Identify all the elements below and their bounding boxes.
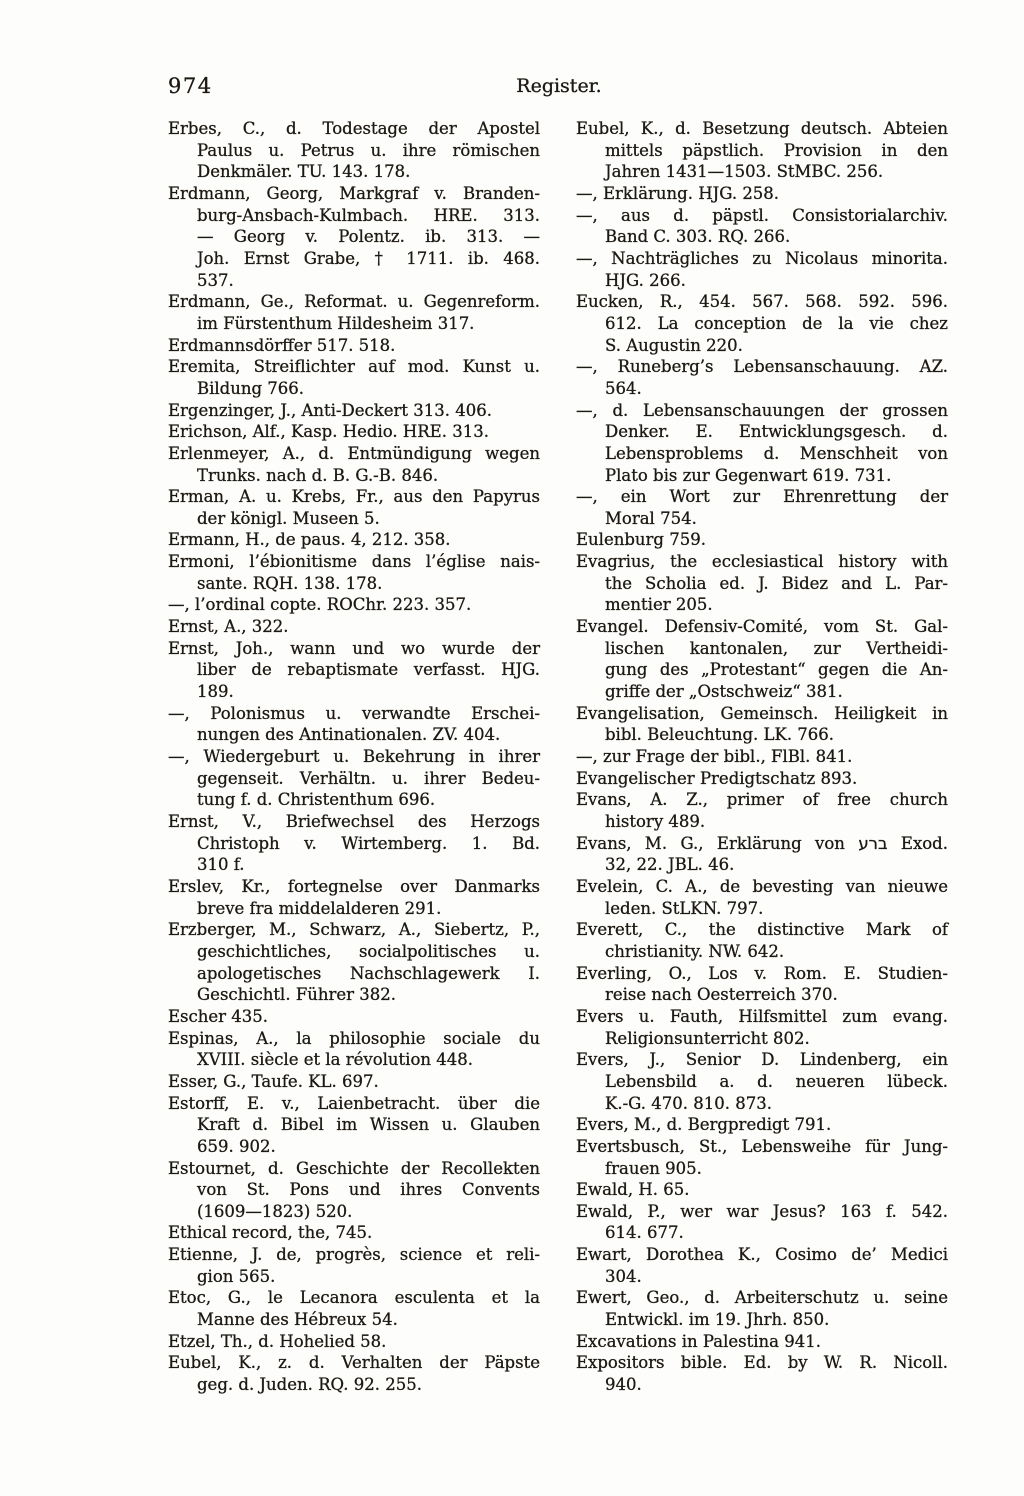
- index-entry-line: XVIII. siècle et la révolution 448.: [197, 1050, 474, 1070]
- index-entry-line: 614. 677.: [605, 1223, 684, 1243]
- index-entry-line: 32, 22. JBL. 46.: [605, 855, 735, 875]
- index-entry-line: Ewert, Geo., d. Arbeiterschutz u. seine: [576, 1288, 948, 1308]
- index-entry: [168, 183, 540, 291]
- index-entry: [168, 443, 540, 486]
- index-entry-line: geschichtliches, socialpolitisches u.: [197, 941, 540, 961]
- index-entry-line: griffe der „Ostschweiz“ 381.: [605, 682, 843, 702]
- index-entry-line: —, Nachträgliches zu Nicolaus minorita.: [576, 248, 948, 268]
- index-entry-line: Etienne, J. de, progrès, science et reli-: [168, 1245, 540, 1265]
- index-entry-line: Plato bis zur Gegenwart 619. 731.: [605, 465, 892, 485]
- index-entry-line: Ergenzinger, J., Anti-Deckert 313. 406.: [168, 400, 492, 420]
- index-entry: [576, 1287, 948, 1330]
- index-entry: [576, 1331, 948, 1353]
- index-entry-line: S. Augustin 220.: [605, 335, 743, 355]
- index-entry-line: Lebensproblems d. Menschheit von: [605, 443, 948, 463]
- index-entry-line: Erdmann, Georg, Markgraf v. Branden-: [168, 183, 540, 203]
- index-entry-line: Evangelischer Predigtschatz 893.: [576, 768, 858, 788]
- index-entry: [576, 876, 948, 919]
- index-entry: [168, 1028, 540, 1071]
- index-entry: [576, 963, 948, 1006]
- index-entry: [168, 1006, 540, 1028]
- index-entry-line: — Georg v. Polentz. ib. 313. —: [197, 227, 540, 247]
- index-entry-line: burg-Ansbach-Kulmbach. HRE. 313.: [197, 205, 540, 225]
- index-entry-line: —, aus d. päpstl. Consistorialarchiv.: [576, 205, 948, 225]
- index-entry: [168, 1158, 540, 1223]
- index-entry-line: Espinas, A., la philosophie sociale du: [168, 1028, 540, 1048]
- index-entry-line: Everling, O., Los v. Rom. E. Studien-: [576, 963, 948, 983]
- index-entry-line: Joh. Ernst Grabe, † 1711. ib. 468.: [197, 248, 540, 268]
- index-entry: [576, 118, 948, 183]
- index-entry-line: Evers u. Fauth, Hilfsmittel zum evang.: [576, 1006, 948, 1026]
- index-entry-line: gion 565.: [197, 1266, 276, 1286]
- index-entry-line: Erbes, C., d. Todestage der Apostel: [168, 119, 540, 138]
- index-entry-line: Erslev, Kr., fortegnelse over Danmarks: [168, 876, 540, 896]
- index-entry-line: lischen kantonalen, zur Vertheidi-: [605, 638, 948, 658]
- index-entry-line: Paulus u. Petrus u. ihre römischen: [197, 140, 540, 160]
- index-entry: [576, 703, 948, 746]
- index-entry-line: Everett, C., the distinctive Mark of: [576, 920, 948, 940]
- index-entry-line: liber de rebaptismate verfasst. HJG.: [197, 660, 540, 680]
- index-entry-line: —, Wiedergeburt u. Bekehrung in ihrer: [168, 747, 540, 767]
- index-entry: [168, 638, 540, 703]
- index-entry-line: Estorff, E. v., Laienbetracht. über die: [168, 1093, 540, 1113]
- index-entry-line: Excavations in Palestina 941.: [576, 1331, 821, 1351]
- index-entry-line: Eubel, K., d. Besetzung deutsch. Abteien: [576, 119, 948, 138]
- index-entry-line: im Fürstenthum Hildesheim 317.: [197, 313, 475, 333]
- index-entry: [576, 789, 948, 832]
- index-entry: [576, 1136, 948, 1179]
- index-entry: [168, 1352, 540, 1395]
- index-entry: [576, 768, 948, 790]
- index-entry-line: Esser, G., Taufe. KL. 697.: [168, 1071, 379, 1091]
- index-entry: [168, 1331, 540, 1353]
- index-entry-line: Ernst, A., 322.: [168, 617, 289, 637]
- index-entry: [168, 421, 540, 443]
- index-entry-line: 612. La conception de la vie chez: [605, 313, 948, 333]
- index-entry-line: sante. RQH. 138. 178.: [197, 573, 383, 593]
- index-entry-line: —, Erklärung. HJG. 258.: [576, 183, 780, 203]
- index-entry: [576, 1114, 948, 1136]
- page-number: 974: [168, 74, 213, 98]
- index-entry-line: Ermann, H., de paus. 4, 212. 358.: [168, 530, 451, 550]
- index-entry-line: Christoph v. Wirtemberg. 1. Bd.: [197, 833, 540, 853]
- index-entry-line: 189.: [197, 682, 234, 702]
- index-entry-line: 940.: [605, 1375, 642, 1395]
- index-entry-line: reise nach Oesterreich 370.: [605, 985, 838, 1005]
- index-entry-line: von St. Pons und ihres Convents: [197, 1180, 540, 1200]
- index-entry: [576, 529, 948, 551]
- right-column: [576, 118, 948, 1396]
- index-entry-line: breve fra middelalderen 291.: [197, 898, 442, 918]
- index-entry: [576, 1006, 948, 1049]
- index-entry-line: Eucken, R., 454. 567. 568. 592. 596.: [576, 292, 948, 312]
- index-entry-line: Evagrius, the ecclesiastical history with: [576, 552, 948, 572]
- index-entry-line: Bildung 766.: [197, 378, 305, 398]
- index-entry-line: Kraft d. Bibel im Wissen u. Glauben: [197, 1115, 540, 1135]
- index-entry-line: geg. d. Juden. RQ. 92. 255.: [197, 1375, 422, 1395]
- index-entry-line: Ernst, V., Briefwechsel des Herzogs: [168, 812, 540, 831]
- index-entry: [576, 551, 948, 616]
- index-entry-line: Estournet, d. Geschichte der Recollekten: [168, 1158, 540, 1178]
- index-entry-line: Ewald, P., wer war Jesus? 163 f. 542.: [576, 1201, 948, 1221]
- index-entry-line: christianity. NW. 642.: [605, 941, 785, 961]
- index-entry-line: Ewart, Dorothea K., Cosimo de’ Medici: [576, 1245, 948, 1265]
- index-entry: [168, 356, 540, 399]
- left-column: [168, 118, 540, 1396]
- index-entry-line: Manne des Hébreux 54.: [197, 1310, 398, 1330]
- index-entry-line: the Scholia ed. J. Bidez and L. Par-: [605, 573, 948, 593]
- index-entry: [168, 1244, 540, 1287]
- index-entry-line: Ethical record, the, 745.: [168, 1223, 373, 1243]
- index-entry-line: Evangelisation, Gemeinsch. Heiligkeit in: [576, 703, 948, 723]
- index-entry-line: Evertsbusch, St., Lebensweihe für Jung-: [576, 1136, 948, 1156]
- index-entry-line: Moral 754.: [605, 508, 697, 528]
- index-entry-line: Etzel, Th., d. Hohelied 58.: [168, 1331, 387, 1351]
- index-entry-line: Evers, M., d. Bergpredigt 791.: [576, 1115, 832, 1135]
- index-entry-line: Evans, M. G., Erklärung von ברע Exod.: [576, 833, 948, 853]
- index-entry: [576, 833, 948, 876]
- index-entry-line: history 489.: [605, 812, 706, 831]
- index-entry-line: Denker. E. Entwicklungsgesch. d.: [605, 422, 948, 442]
- index-entry-line: Entwickl. im 19. Jhrh. 850.: [605, 1310, 830, 1330]
- index-entry-line: Ernst, Joh., wann und wo wurde der: [168, 638, 540, 658]
- index-entry: [576, 919, 948, 962]
- index-entry-line: Evangel. Defensiv-Comité, vom St. Gal-: [576, 617, 948, 637]
- index-entry-line: Trunks. nach d. B. G.-B. 846.: [197, 465, 439, 485]
- index-entry-line: Lebensbild a. d. neueren lübeck.: [605, 1071, 948, 1091]
- index-entry-line: Erlenmeyer, A., d. Entmündigung wegen: [168, 443, 540, 463]
- index-entry-line: —, d. Lebensanschauungen der grossen: [576, 400, 948, 420]
- index-entry-line: (1609—1823) 520.: [197, 1201, 353, 1221]
- index-entry-line: apologetisches Nachschlagewerk I.: [197, 963, 540, 983]
- page-header: [168, 74, 950, 102]
- index-entry: [576, 356, 948, 399]
- index-entry-line: K.-G. 470. 810. 873.: [605, 1093, 772, 1113]
- index-entry-line: Ewald, H. 65.: [576, 1180, 690, 1200]
- index-entry-line: Eulenburg 759.: [576, 530, 706, 550]
- index-entry: [576, 1179, 948, 1201]
- index-entry: [576, 205, 948, 248]
- index-entry: [168, 400, 540, 422]
- index-entry-line: Etoc, G., le Lecanora esculenta et la: [168, 1288, 540, 1308]
- index-entry-line: mentier 205.: [605, 595, 713, 615]
- index-entry-line: nungen des Antinationalen. ZV. 404.: [197, 725, 501, 745]
- index-entry: [168, 616, 540, 638]
- page-title: Register.: [516, 75, 602, 97]
- index-entry-line: 564.: [605, 378, 642, 398]
- index-entry: [168, 703, 540, 746]
- index-entry-line: Eremita, Streiflichter auf mod. Kunst u.: [168, 357, 540, 377]
- index-entry: [168, 529, 540, 551]
- index-entry-line: Erdmannsdörffer 517. 518.: [168, 335, 396, 355]
- index-entry-line: —, ein Wort zur Ehrenrettung der: [576, 487, 948, 507]
- index-entry-line: mittels päpstlich. Provision in den: [605, 140, 948, 160]
- index-entry-line: Erman, A. u. Krebs, Fr., aus den Papyrus: [168, 487, 540, 507]
- index-entry: [576, 291, 948, 356]
- index-entry-line: HJG. 266.: [605, 270, 686, 290]
- index-entry-line: Evers, J., Senior D. Lindenberg, ein: [576, 1050, 948, 1070]
- index-entry-line: tung f. d. Christenthum 696.: [197, 790, 436, 810]
- index-entry-line: frauen 905.: [605, 1158, 702, 1178]
- index-entry: [576, 1201, 948, 1244]
- index-entry-line: gegenseit. Verhältn. u. ihrer Bedeu-: [197, 768, 540, 788]
- index-entry: [168, 1071, 540, 1093]
- index-entry: [576, 746, 948, 768]
- index-entry-line: 310 f.: [197, 855, 245, 875]
- index-entry: [576, 616, 948, 703]
- index-entry-line: —, Runeberg’s Lebensanschauung. AZ.: [576, 357, 948, 377]
- index-entry: [168, 1222, 540, 1244]
- index-columns: [168, 118, 948, 1396]
- index-entry: [168, 486, 540, 529]
- index-entry-line: bibl. Beleuchtung. LK. 766.: [605, 725, 835, 745]
- index-entry-line: Geschichtl. Führer 382.: [197, 985, 397, 1005]
- index-entry: [168, 746, 540, 811]
- index-entry-line: gung des „Protestant“ gegen die An-: [605, 660, 948, 680]
- index-entry-line: Eubel, K., z. d. Verhalten der Päpste: [168, 1353, 540, 1373]
- index-entry: [576, 486, 948, 529]
- index-entry-line: —, zur Frage der bibl., FlBl. 841.: [576, 747, 853, 767]
- index-entry: [576, 400, 948, 487]
- index-entry-line: Erzberger, M., Schwarz, A., Siebertz, P.,: [168, 920, 540, 940]
- index-entry-line: Jahren 1431—1503. StMBC. 256.: [605, 162, 884, 182]
- index-entry-line: Erichson, Alf., Kasp. Hedio. HRE. 313.: [168, 422, 489, 442]
- index-entry-line: 537.: [197, 270, 234, 290]
- index-entry: [168, 876, 540, 919]
- index-entry-line: —, l’ordinal copte. ROChr. 223. 357.: [168, 595, 472, 615]
- index-entry: [168, 919, 540, 1006]
- index-entry-line: Expositors bible. Ed. by W. R. Nicoll.: [576, 1353, 948, 1373]
- index-entry: [576, 1244, 948, 1287]
- index-entry: [576, 248, 948, 291]
- index-entry: [576, 1352, 948, 1395]
- index-entry: [576, 183, 948, 205]
- index-entry-line: leden. StLKN. 797.: [605, 898, 764, 918]
- index-entry: [168, 594, 540, 616]
- index-entry: [168, 1093, 540, 1158]
- index-entry-line: —, Polonismus u. verwandte Erschei-: [168, 703, 540, 723]
- index-entry-line: Ermoni, l’ébionitisme dans l’église nais-: [168, 552, 540, 572]
- index-entry: [168, 811, 540, 876]
- index-entry: [168, 118, 540, 183]
- index-entry-line: Band C. 303. RQ. 266.: [605, 227, 791, 247]
- index-entry-line: Religionsunterricht 802.: [605, 1028, 810, 1048]
- index-entry-line: 659. 902.: [197, 1136, 276, 1156]
- index-entry-line: Denkmäler. TU. 143. 178.: [197, 162, 411, 182]
- index-entry-line: Evelein, C. A., de bevesting van nieuwe: [576, 876, 948, 896]
- index-entry-line: Evans, A. Z., primer of free church: [576, 790, 948, 810]
- index-entry: [168, 551, 540, 594]
- index-entry-line: Erdmann, Ge., Reformat. u. Gegenreform.: [168, 292, 540, 312]
- index-entry: [168, 1287, 540, 1330]
- index-entry: [168, 335, 540, 357]
- index-entry-line: Escher 435.: [168, 1006, 269, 1026]
- index-entry: [576, 1049, 948, 1114]
- index-entry-line: 304.: [605, 1266, 642, 1286]
- index-entry: [168, 291, 540, 334]
- index-entry-line: der königl. Museen 5.: [197, 508, 380, 528]
